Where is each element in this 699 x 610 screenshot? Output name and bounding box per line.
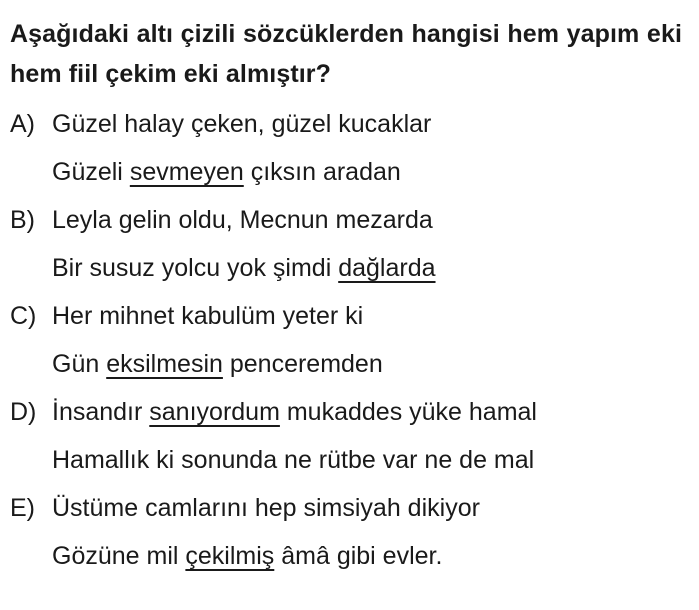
option-a-line-2	[10, 148, 690, 196]
option-c-line-1-text: Her mihnet kabulüm yeter ki	[52, 302, 364, 330]
option-a-line-1-text: Güzel halay çeken, güzel kucaklar	[52, 110, 432, 138]
option-a-line-2-after: çıksın aradan	[243, 158, 401, 186]
option-e-line-2-after: âmâ gibi evler.	[274, 542, 443, 570]
option-c-line-2-after: penceremden	[222, 350, 383, 378]
option-a[interactable]	[10, 100, 690, 196]
option-c-line-1	[10, 292, 690, 340]
option-a-underlined-word: sevmeyen	[129, 158, 244, 186]
option-c-underlined-word: eksilmesin	[106, 350, 223, 378]
answer-options	[10, 100, 690, 580]
option-e-line-1-text: Üstüme camlarını hep simsiyah dikiyor	[52, 494, 480, 522]
option-b[interactable]	[10, 196, 690, 292]
option-e-line-2	[10, 532, 690, 580]
option-b-line-2	[10, 244, 690, 292]
option-b-line-1-text: Leyla gelin oldu, Mecnun mezarda	[52, 206, 433, 234]
option-d-underlined-word: sanıyordum	[149, 398, 280, 426]
option-b-letter: B)	[10, 206, 35, 234]
option-d-letter: D)	[10, 398, 37, 426]
option-e-line-2-before: Gözüne mil	[52, 542, 186, 570]
option-b-line-2-before: Bir susuz yolcu yok şimdi	[52, 254, 339, 282]
option-c-letter: C)	[10, 302, 37, 330]
option-c-line-2-before: Gün	[52, 350, 107, 378]
option-d-line-1-after: mukaddes yüke hamal	[279, 398, 537, 426]
option-e-underlined-word: çekilmiş	[185, 542, 275, 570]
option-d[interactable]	[10, 388, 690, 484]
option-d-line-1	[10, 388, 690, 436]
option-d-line-2	[10, 436, 690, 484]
option-d-line-1-before: İnsandır	[52, 398, 150, 426]
option-e-letter: E)	[10, 494, 35, 522]
option-c[interactable]	[10, 292, 690, 388]
option-b-line-1	[10, 196, 690, 244]
option-a-line-2-before: Güzeli	[52, 158, 130, 186]
option-c-line-2	[10, 340, 690, 388]
option-e[interactable]	[10, 484, 690, 580]
option-a-letter: A)	[10, 110, 35, 138]
option-a-line-1	[10, 100, 690, 148]
question-stem: Aşağıdaki altı çizili sözcüklerden hangisi hem yapım eki hem fiil çekim eki almıştır?	[10, 20, 682, 88]
option-b-underlined-word: dağlarda	[338, 254, 436, 282]
option-e-line-1	[10, 484, 690, 532]
option-d-line-2-text: Hamallık ki sonunda ne rütbe var ne de mal	[52, 446, 535, 474]
